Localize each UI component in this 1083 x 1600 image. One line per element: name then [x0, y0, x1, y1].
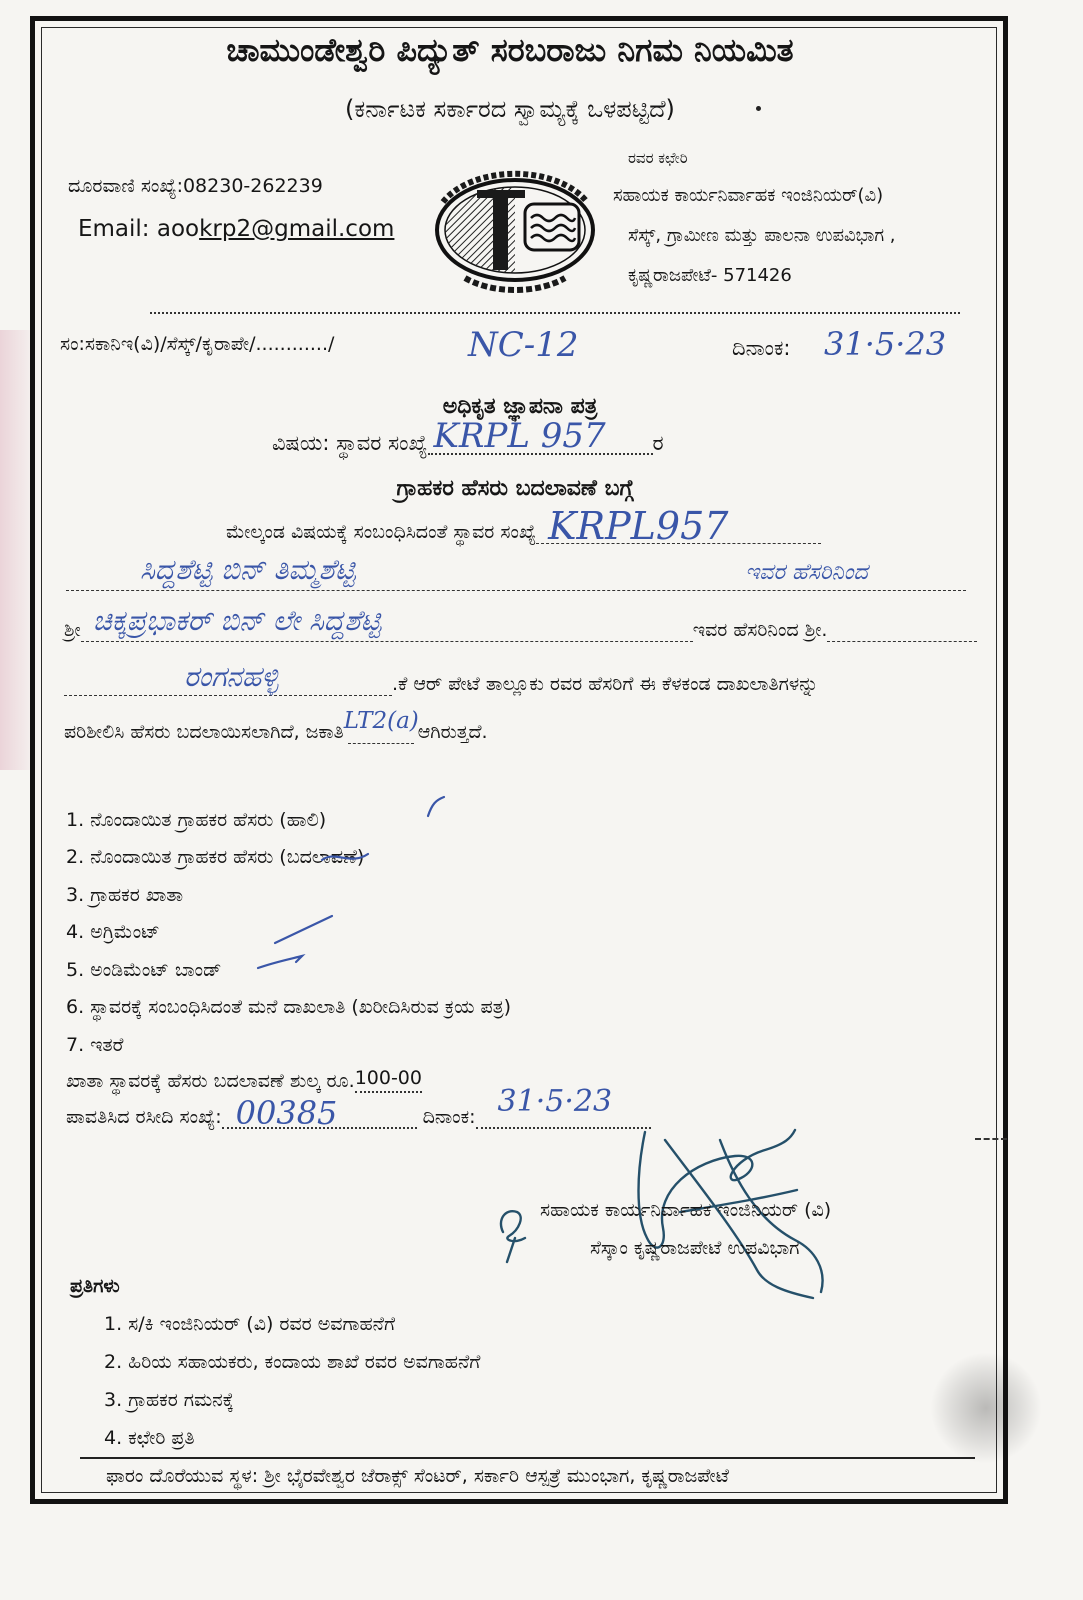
- logo-tower: [493, 190, 508, 270]
- document-item-6: 6. ಸ್ಥಾವರಕ್ಕೆ ಸಂಬಂಧಿಸಿದಂತೆ ಮನೆ ದಾಖಲಾತಿ (ಖರೀದಿಸಿರುವ ಕ್ರಯ ಪತ್ರ): [66, 996, 512, 1018]
- subject-line: [272, 416, 802, 457]
- org-subtitle: (ಕರ್ನಾಟಕ ಸರ್ಕಾರದ ಸ್ವಾಮ್ಯಕ್ಕೆ ಒಳಪಟ್ಟಿದೆ): [345, 95, 675, 123]
- fee-amount: 100-00: [355, 1068, 422, 1093]
- intro-text: ಮೇಲ್ಕಂಡ ವಿಷಯಕ್ಕೆ ಸಂಬಂಧಿಸಿದಂತೆ ಸ್ಥಾವರ ಸಂಖ್ಯೆ: [226, 521, 537, 544]
- email-address: krp2@gmail.com: [199, 216, 395, 242]
- email-line: [78, 216, 418, 242]
- copies-title: ಪ್ರತಿಗಳು: [70, 1275, 120, 1297]
- phone-number: ದೂರವಾಣಿ ಸಂಖ್ಯೆ:08230-262239: [68, 175, 323, 197]
- tick-item-5: [258, 956, 302, 968]
- office-division: ಸೆಸ್ಕ್, ಗ್ರಾಮೀಣ ಮತ್ತು ಪಾಲನಾ ಉಪವಿಭಾಗ ,: [628, 225, 896, 246]
- reference-number: NC-12: [468, 325, 579, 365]
- checklist-tick-marks: [250, 790, 450, 980]
- reference-date: 31·5·23: [824, 325, 947, 363]
- copy-item-2: 2. ಹಿರಿಯ ಸಹಾಯಕರು, ಕಂದಾಯ ಶಾಖೆ ರವರ ಅವಗಾಹನೆಗೆ: [104, 1351, 481, 1373]
- signatory-office: ಸೆಸ್ಕಾಂ ಕೃಷ್ಣರಾಜಪೇಟೆ ಉಪವಿಭಾಗ: [590, 1237, 800, 1259]
- tariff-suffix: ಆಗಿರುತ್ತದೆ.: [417, 721, 488, 744]
- tick-item-4: [275, 916, 332, 943]
- village-name: ರಂಗನಹಳ್ಳಿ: [184, 659, 279, 693]
- copy-item-4: 4. ಕಛೇರಿ ಪ್ರತಿ: [104, 1427, 195, 1449]
- previous-consumer-name: ಸಿದ್ದಶೆಟ್ಟಿ ಬಿನ್ ತಿಮ್ಮಶೆಟ್ಟಿ: [140, 553, 356, 586]
- previous-consumer-extra: ಇವರ ಹೆಸರಿನಿಂದ: [745, 560, 868, 585]
- copy-item-1: 1. ಸ/ಕಿ ಇಂಜಿನಿಯರ್ (ವಿ) ರವರ ಅವಗಾಹನೆಗೆ: [104, 1313, 395, 1335]
- memo-heading: ಗ್ರಾಹಕರ ಹೆಸರು ಬದಲಾವಣೆ ಬಗ್ಗೆ: [396, 476, 634, 501]
- taluk-text: .ಕೆ ಆರ್ ಪೇಟೆ ತಾಲ್ಲೂಕು ರವರ ಹೆಸರಿಗೆ ಈ ಕೆಳಕಂಡ ದಾಖಲಾತಿಗಳನ್ನು: [392, 673, 819, 696]
- document-item-7: 7. ಇತರೆ: [66, 1034, 124, 1056]
- form-availability-footer: ಫಾರಂ ದೊರೆಯುವ ಸ್ಥಳ: ಶ್ರೀ ಭೈರವೇಶ್ವರ ಜೆರಾಕ್ಸ್ ಸೆಂಟರ್, ಸರ್ಕಾರಿ ಆಸ್ಪತ್ರೆ ಮುಂಭಾಗ, ಕೃಷ್ಣರಾಜಪೇಟೆ: [106, 1465, 729, 1487]
- fee-label: ಖಾತಾ ಸ್ಥಾವರಕ್ಕೆ ಹೆಸರು ಬದಲಾವಣೆ ಶುಲ್ಕ ರೂ.: [66, 1070, 355, 1092]
- tariff-value: LT2(a): [343, 707, 419, 734]
- tick-item-1: [428, 797, 444, 816]
- sri-label: ಶ್ರೀ: [64, 619, 81, 642]
- header-separator: [150, 312, 960, 314]
- name-line-1: [66, 590, 966, 591]
- signatory-designation: ಸಹಾಯಕ ಕಾರ್ಯನಿರ್ವಾಹಕ ಇಂಜಿನಿಯರ್ (ವಿ): [540, 1199, 832, 1221]
- tariff-line: [64, 707, 684, 744]
- margin-dash: [975, 1138, 1007, 1140]
- receipt-date: 31·5·23: [497, 1083, 613, 1119]
- document-item-3: 3. ಗ್ರಾಹಕರ ಖಾತಾ: [66, 884, 184, 906]
- cesc-logo: [425, 160, 603, 295]
- subject-installation-no: KRPL 957: [433, 416, 606, 457]
- copy-item-3: 3. ಗ್ರಾಹಕರ ಗಮನಕ್ಕೆ: [104, 1389, 234, 1411]
- subject-label: ವಿಷಯ: ಸ್ಥಾವರ ಸಂಖ್ಯೆ: [272, 430, 428, 455]
- strike-item-2: [322, 854, 368, 860]
- email-label: Email: aoo: [78, 216, 200, 242]
- from-blank: [827, 620, 977, 642]
- reference-date-label: ದಿನಾಂಕ:: [732, 336, 791, 360]
- receipt-label: ಪಾವತಿಸಿದ ರಸೀದಿ ಸಂಖ್ಯೆ:: [66, 1106, 222, 1129]
- installation-blank: [536, 503, 821, 548]
- subject-blank: [428, 416, 653, 457]
- document-item-5: 5. ಅಂಡಿಮೆಂಟ್ ಬಾಂಡ್: [66, 959, 222, 981]
- village-blank: [64, 659, 392, 696]
- verified-text: ಪರಿಶೀಲಿಸಿ ಹೆಸರು ಬದಲಾಯಿಸಲಾಗಿದೆ, ಜಕಾತಿ: [64, 721, 344, 744]
- receipt-date-label: ದಿನಾಂಕ:: [422, 1106, 476, 1129]
- name-line-2: [64, 603, 976, 642]
- memo-title: ಅಧಿಕೃತ ಜ್ಞಾಪನಾ ಪತ್ರ: [442, 394, 598, 419]
- installation-no: KRPL957: [548, 503, 729, 548]
- footer-rule: [80, 1457, 975, 1459]
- new-name-blank: [81, 603, 693, 642]
- subject-suffix: ರ: [652, 430, 664, 455]
- document-item-4: 4. ಅಗ್ರಿಮೆಂಟ್: [66, 921, 160, 943]
- document-item-2: 2. ನೊಂದಾಯಿತ ಗ್ರಾಹಕರ ಹೆಸರು (ಬದಲಾವಣೆ): [66, 846, 365, 868]
- office-address: ಕೃಷ್ಣರಾಜಪೇಟೆ- 571426: [628, 265, 792, 286]
- office-designation: ಸಹಾಯಕ ಕಾರ್ಯನಿರ್ವಾಹಕ ಇಂಜಿನಿಯರ್(ವಿ): [613, 185, 884, 206]
- reference-prefix: ಸಂ:ಸಕಾನಿಇ(ವಿ)/ಸೆಸ್ಕ್/ಕೃರಾಪೇ/............/: [60, 333, 335, 355]
- name-line-3: [64, 659, 979, 696]
- ink-dot: [756, 106, 761, 111]
- document-item-1: 1. ನೊಂದಾಯಿತ ಗ್ರಾಹಕರ ಹೆಸರು (ಹಾಲಿ): [66, 809, 327, 831]
- new-consumer-name: ಚಿಕ್ಕಪ್ರಭಾಕರ್ ಬಿನ್ ಲೇ ಸಿದ್ದಶೆಟ್ಟಿ: [92, 603, 382, 637]
- intro-line: [226, 503, 968, 548]
- office-heading: ರವರ ಕಛೇರಿ: [628, 149, 688, 167]
- from-label: ಇವರ ಹೆಸರಿನಿಂದ ಶ್ರೀ.: [692, 619, 828, 642]
- org-name: ಚಾಮುಂಡೇಶ್ವರಿ ಪಿದ್ಯುತ್ ಸರಬರಾಜು ನಿಗಮ ನಿಯಮಿತ: [226, 31, 794, 69]
- receipt-number: 00385: [235, 1093, 338, 1132]
- receipt-blank: [222, 1093, 417, 1132]
- tariff-blank: [343, 707, 419, 744]
